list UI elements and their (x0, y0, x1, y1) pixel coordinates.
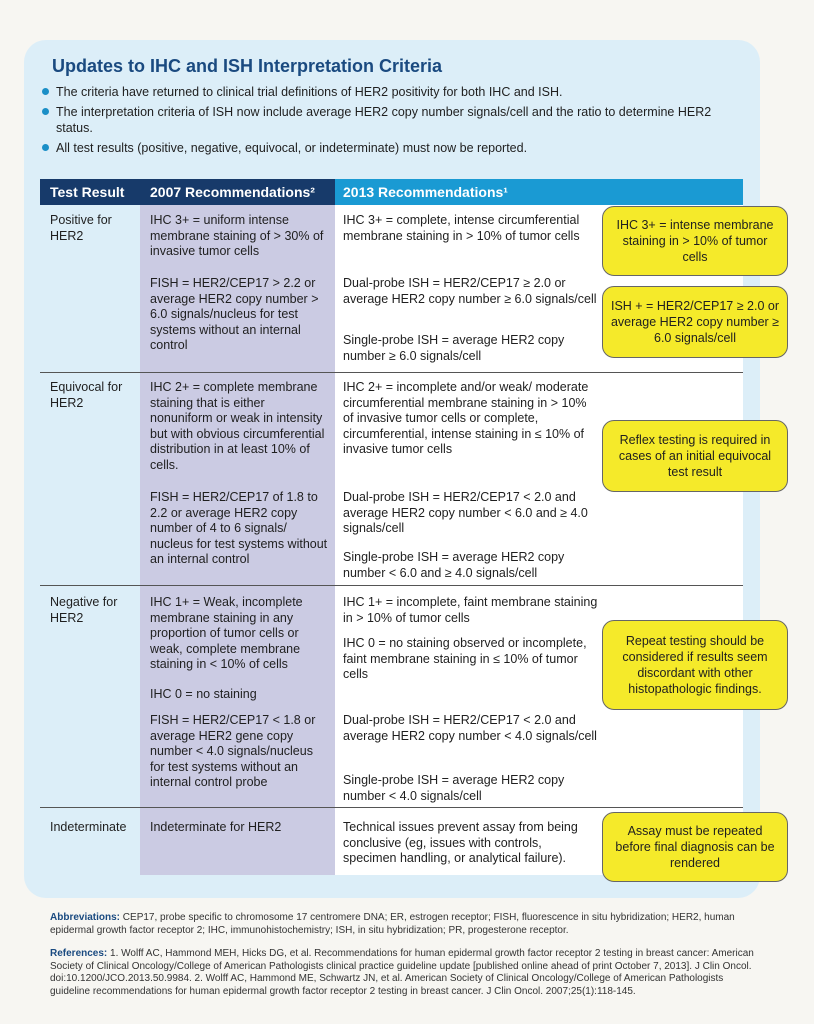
cell-2007-positive-ihc: IHC 3+ = uniform intense membrane staining of > 30% of invasive tumor cells (150, 213, 324, 258)
row-divider (40, 807, 743, 808)
row-label-equivocal: Equivocal for HER2 (50, 380, 123, 410)
page-title: Updates to IHC and ISH Interpretation Criteria (52, 56, 443, 76)
row-label-positive: Positive for HER2 (50, 213, 112, 243)
cell-2013-negative-single: Single-probe ISH = average HER2 copy number < 4.0 signals/cell (343, 773, 565, 803)
bullet-item: The interpretation criteria of ISH now include average HER2 copy number signals/cell and the ratio to determine HER2 status. (40, 104, 745, 136)
references-label: References: (50, 948, 108, 959)
callout-positive-ihc: IHC 3+ = intense membrane staining in > 10% of tumor cells (602, 206, 788, 276)
cell-2013-equivocal-ihc: IHC 2+ = incomplete and/or weak/ moderate circumferential membrane staining in > 10% of invasive tumor cells or complete, circumferential, intense staining in ≤ 10% of invasive tumor cells (343, 380, 589, 456)
cell-2007-equivocal-fish: FISH = HER2/CEP17 of 1.8 to 2.2 or average HER2 copy number of 4 to 6 signals/ nucleus for test systems without an internal control (150, 490, 328, 566)
cell-2007-equivocal-ihc: IHC 2+ = complete membrane staining that is either nonuniform or weak in intensity but with obvious circumferential distribution in at least 10% of cells. (150, 380, 325, 472)
callout-positive-ish: ISH + = HER2/CEP17 ≥ 2.0 or average HER2 copy number ≥ 6.0 signals/cell (602, 286, 788, 358)
callout-negative: Repeat testing should be considered if results seem discordant with other histopathologic findings. (602, 620, 788, 710)
cell-2013-negative-dual: Dual-probe ISH = HER2/CEP17 < 2.0 and average HER2 copy number < 4.0 signals/cell (343, 713, 597, 743)
row-label-negative: Negative for HER2 (50, 595, 118, 625)
cell-2013-positive-single: Single-probe ISH = average HER2 copy number ≥ 6.0 signals/cell (343, 333, 565, 363)
bullet-item: The criteria have returned to clinical trial definitions of HER2 positivity for both IHC and ISH. (40, 84, 745, 100)
row-divider (40, 372, 743, 373)
bullet-dot-icon (42, 108, 49, 115)
abbreviations (50, 912, 765, 937)
bullet-list (40, 84, 745, 160)
callout-indeterminate: Assay must be repeated before final diagnosis can be rendered (602, 812, 788, 882)
row-label-indeterminate: Indeterminate (50, 820, 127, 834)
callout-equivocal: Reflex testing is required in cases of an initial equivocal test result (602, 420, 788, 492)
cell-2013-equivocal-single: Single-probe ISH = average HER2 copy number < 6.0 and ≥ 4.0 signals/cell (343, 550, 565, 580)
cell-2007-indeterminate: Indeterminate for HER2 (150, 820, 282, 834)
cell-2013-indeterminate: Technical issues prevent assay from being conclusive (eg, issues with controls, specimen handling, or analytical failure). (343, 820, 578, 865)
references-text: 1. Wolff AC, Hammond MEH, Hicks DG, et al. Recommendations for human epidermal growth factor receptor 2 testing in breast cancer: American Society of Clinical Oncology/College of American Pathologists clinical practice guideline update [published online ahead of print October 7, 2013]. J Clin Oncol. doi:10.1200/JCO.2013.50.9984. 2. Wolff AC, Hammond ME, Schwartz JN, et al. American Society of Clinical Oncology/College of American Pathologists guideline recommendations for human epidermal growth factor receptor 2 testing in breast cancer. J Clin Oncol. 2007;25(1):118-145. (50, 948, 754, 997)
cell-2013-negative-ihc0: IHC 0 = no staining observed or incomplete, faint membrane staining in ≤ 10% of tumor cells (343, 636, 587, 681)
cell-2013-positive-ihc: IHC 3+ = complete, intense circumferential membrane staining in > 10% of tumor cells (343, 213, 580, 243)
references (50, 948, 765, 998)
header-2007: 2007 Recommendations² (140, 179, 335, 205)
cell-2007-negative-ihc1: IHC 1+ = Weak, incomplete membrane staining in any proportion of tumor cells or weak, complete membrane staining in < 10% of cells (150, 595, 303, 671)
cell-2007-negative-fish: FISH = HER2/CEP17 < 1.8 or average HER2 gene copy number < 4.0 signals/nucleus for test systems without an internal control probe (150, 713, 316, 789)
cell-2007-positive-fish: FISH = HER2/CEP17 > 2.2 or average HER2 copy number > 6.0 signals/nucleus for test systems without an internal control (150, 276, 319, 352)
bullet-dot-icon (42, 144, 49, 151)
row-divider (40, 585, 743, 586)
cell-2013-equivocal-dual: Dual-probe ISH = HER2/CEP17 < 2.0 and average HER2 copy number < 6.0 and ≥ 4.0 signals/cell (343, 490, 588, 535)
bullet-item: All test results (positive, negative, equivocal, or indeterminate) must now be reported. (40, 140, 745, 156)
header-test-result: Test Result (40, 179, 140, 205)
header-2013: 2013 Recommendations¹ (335, 179, 743, 205)
cell-2013-negative-ihc1: IHC 1+ = incomplete, faint membrane staining in > 10% of tumor cells (343, 595, 598, 625)
bullet-dot-icon (42, 88, 49, 95)
cell-2007-negative-ihc0: IHC 0 = no staining (150, 687, 257, 701)
abbreviations-text: CEP17, probe specific to chromosome 17 centromere DNA; ER, estrogen receptor; FISH, fluorescence in situ hybridization; HER2, human epidermal growth factor receptor 2; IHC, immunohistochemistry; ISH, in situ hybridization; PR, progesterone receptor. (50, 912, 735, 936)
cell-2013-positive-dual: Dual-probe ISH = HER2/CEP17 ≥ 2.0 or average HER2 copy number ≥ 6.0 signals/cell (343, 276, 597, 306)
abbreviations-label: Abbreviations: (50, 912, 121, 923)
